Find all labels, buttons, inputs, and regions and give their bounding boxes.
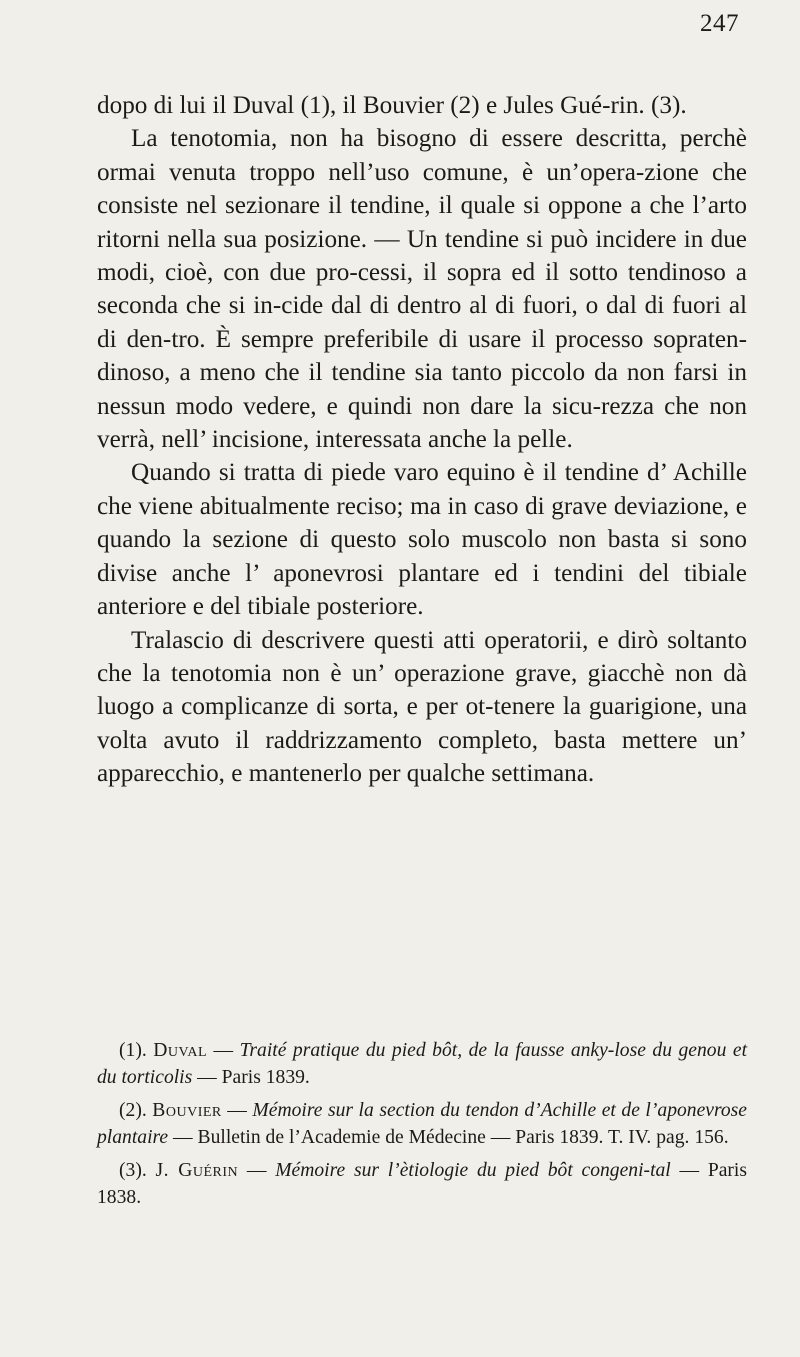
footnote-details: — Paris 1839. [192, 1067, 310, 1088]
paragraph-3: Quando si tratta di piede varo equino è il tendine d’ Achille che viene abitualmente reciso; ma in caso di grave deviazione, e quando la sezione di questo solo muscolo non basta si sono divise anche l’ aponevrosi plantare ed i tendini del tibiale anteriore e del tibiale posteriore. [97, 459, 747, 621]
footnote-3 [97, 1157, 747, 1211]
footnote-details: — Bulletin de l’Academie de Médecine — Paris 1839. T. IV. pag. 156. [168, 1127, 729, 1148]
footnote-1 [97, 1037, 747, 1091]
footnote-author: Bouvier [152, 1100, 222, 1121]
footnote-author: Duval [153, 1040, 207, 1061]
body-text [97, 89, 747, 791]
footnote-marker: (2). [119, 1100, 147, 1121]
footnote-details: — Paris 1838. [97, 1160, 747, 1208]
page-number: 247 [700, 10, 739, 37]
footnote-title: Mémoire sur l’ètiologie du pied bôt congeni-tal [275, 1160, 671, 1181]
footnote-2 [97, 1097, 747, 1151]
paragraph-1: dopo di lui il Duval (1), il Bouvier (2) e Jules Gué-rin. (3). [97, 92, 687, 119]
footnote-separator: — [238, 1160, 276, 1181]
footnote-title: Mémoire sur la section du tendon d’Achille et de l’aponevrose plantaire [97, 1100, 747, 1148]
footnote-title: Traité pratique du pied bôt, de la fausse anky-lose du genou et du torticolis [97, 1040, 748, 1088]
footnote-separator: — [207, 1040, 240, 1061]
footnote-marker: (1). [119, 1040, 147, 1061]
footnotes [97, 1037, 747, 1211]
footnote-separator: — [221, 1100, 253, 1121]
paragraph-4: Tralascio di descrivere questi atti operatorii, e dirò soltanto che la tenotomia non è un’ operazione grave, giacchè non dà luogo a complicanze di sorta, e per ot-tenere la guarigione, una volta avuto il raddrizzamento completo, basta mettere un’ apparecchio, e mantenerlo per qualche settimana. [97, 626, 747, 788]
paragraph-2: La tenotomia, non ha bisogno di essere descritta, perchè ormai venuta troppo nell’uso comune, è un’opera-zione che consiste nel sezionare il tendine, il quale si oppone a che l’arto ritorni nella sua posizione. — Un tendine si può incidere in due modi, cioè, con due pro-cessi, il sopra ed il sotto tendinoso a seconda che si in-cide dal di dentro al di fuori, o dal di fuori al di den-tro. È sempre preferibile di usare il processo sopraten-dinoso, a meno che il tendine sia tanto piccolo da non farsi in nessun modo vedere, e quindi non dare la sicu-rezza che non verrà, nell’ incisione, interessata anche la pelle. [97, 125, 747, 454]
footnote-marker: (3). [119, 1160, 147, 1181]
footnote-author: J. Guérin [155, 1160, 239, 1181]
